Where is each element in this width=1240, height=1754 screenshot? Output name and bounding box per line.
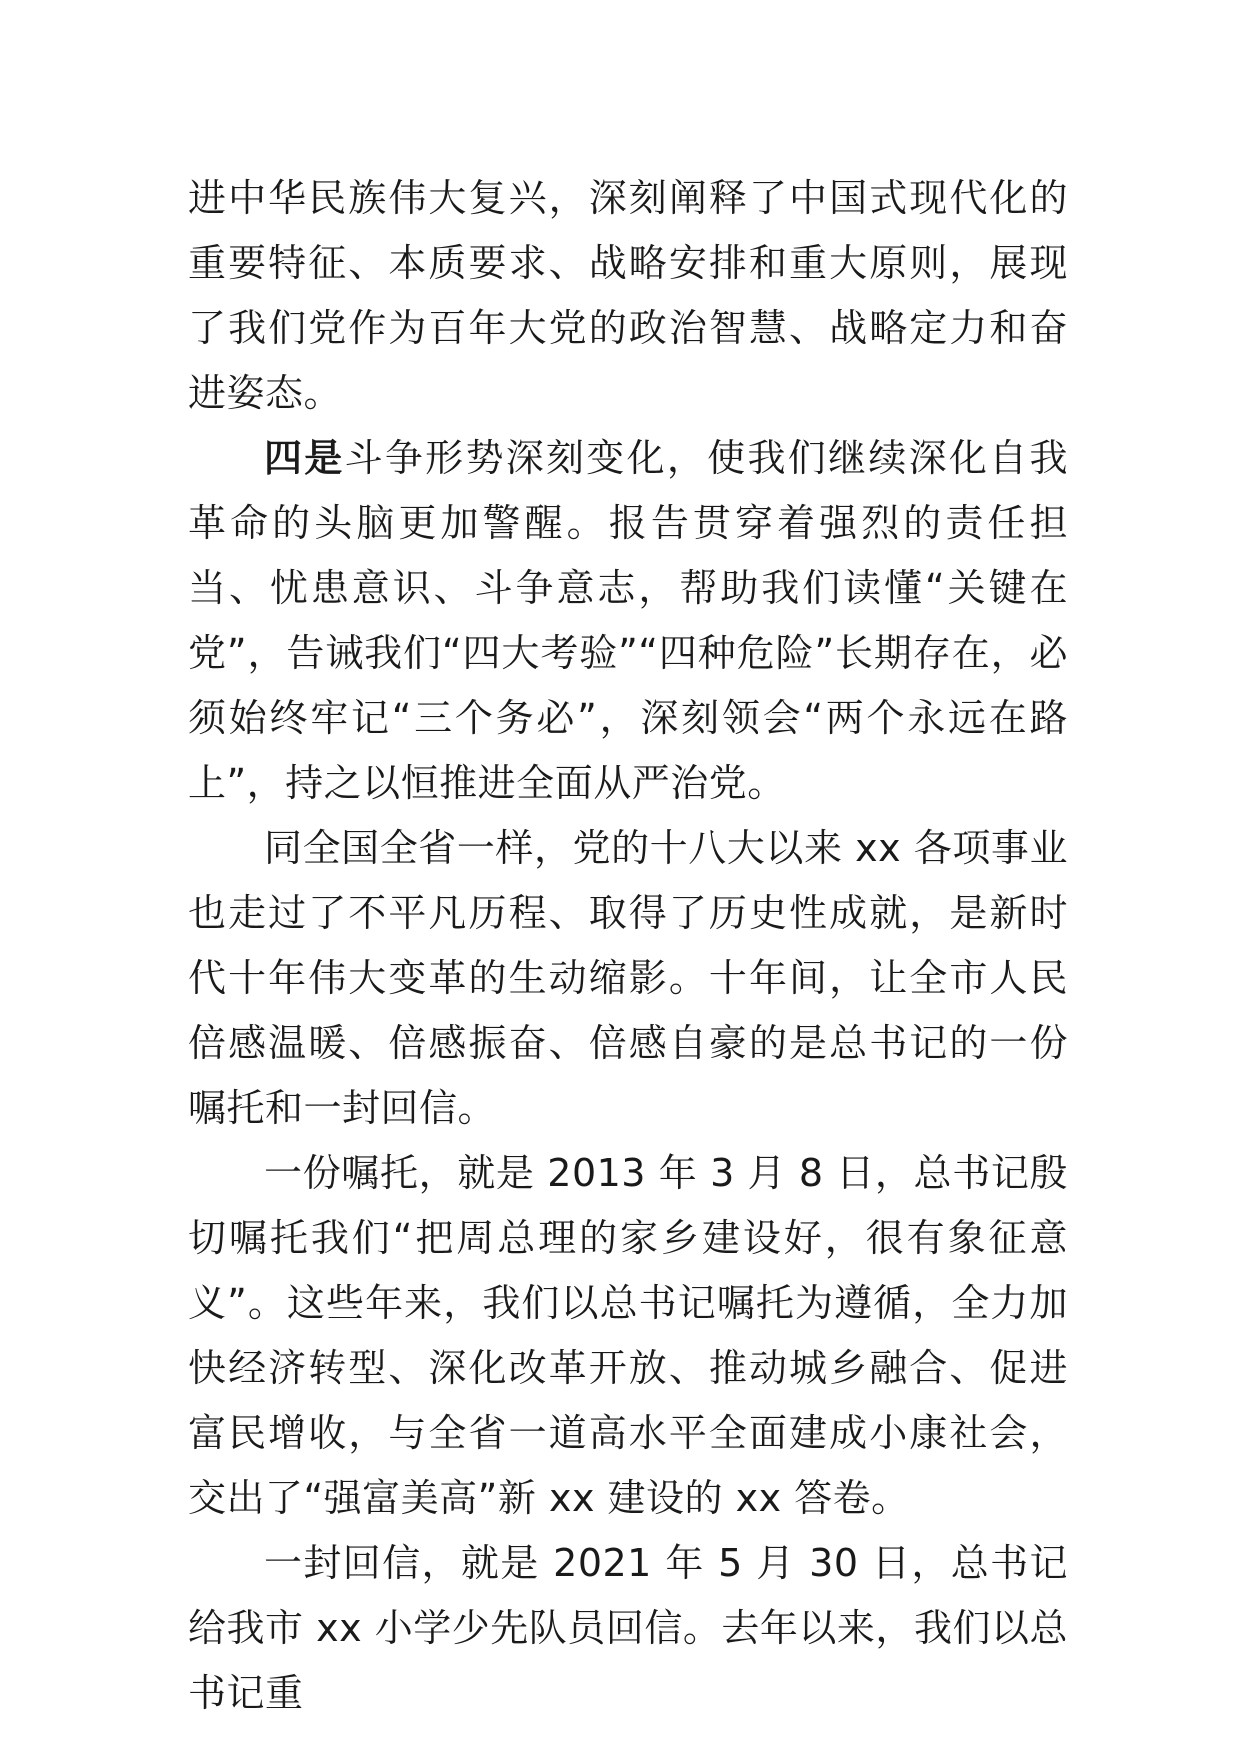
paragraph-text: 一封回信，就是 2021 年 5 月 30 日，总书记给我市 xx 小学少先队员回信。去年以来，我们以总书记重 [188, 1541, 1068, 1715]
paragraph-city-achievements [188, 816, 1068, 1141]
paragraph-lead-bold: 四是 [264, 436, 345, 480]
paragraph-text: 进中华民族伟大复兴，深刻阐释了中国式现代化的重要特征、本质要求、战略安排和重大原则，展现了我们党作为百年大党的政治智慧、战略定力和奋进姿态。 [188, 176, 1068, 415]
paragraph-point-four [188, 426, 1068, 816]
paragraph-text: 一份嘱托，就是 2013 年 3 月 8 日，总书记殷切嘱托我们“把周总理的家乡建设好，很有象征意义”。这些年来，我们以总书记嘱托为遵循，全力加快经济转型、深化改革开放、推动城乡融合、促进富民增收，与全省一道高水平全面建成小康社会，交出了“强富美高”新 xx 建设的 xx 答卷。 [188, 1151, 1068, 1520]
paragraph-continuation [188, 166, 1068, 426]
paragraph-text: 同全国全省一样，党的十八大以来 xx 各项事业也走过了不平凡历程、取得了历史性成就，是新时代十年伟大变革的生动缩影。十年间，让全市人民倍感温暖、倍感振奋、倍感自豪的是总书记的一份嘱托和一封回信。 [188, 826, 1068, 1130]
paragraph-text: 斗争形势深刻变化，使我们继续深化自我革命的头脑更加警醒。报告贯穿着强烈的责任担当、忧患意识、斗争意志，帮助我们读懂“关键在党”，告诫我们“四大考验”“四种危险”长期存在，必须始终牢记“三个务必”，深刻领会“两个永远在路上”，持之以恒推进全面从严治党。 [188, 436, 1068, 805]
paragraph-entrustment [188, 1141, 1068, 1531]
document-body [188, 166, 1068, 1726]
paragraph-reply-letter [188, 1531, 1068, 1726]
